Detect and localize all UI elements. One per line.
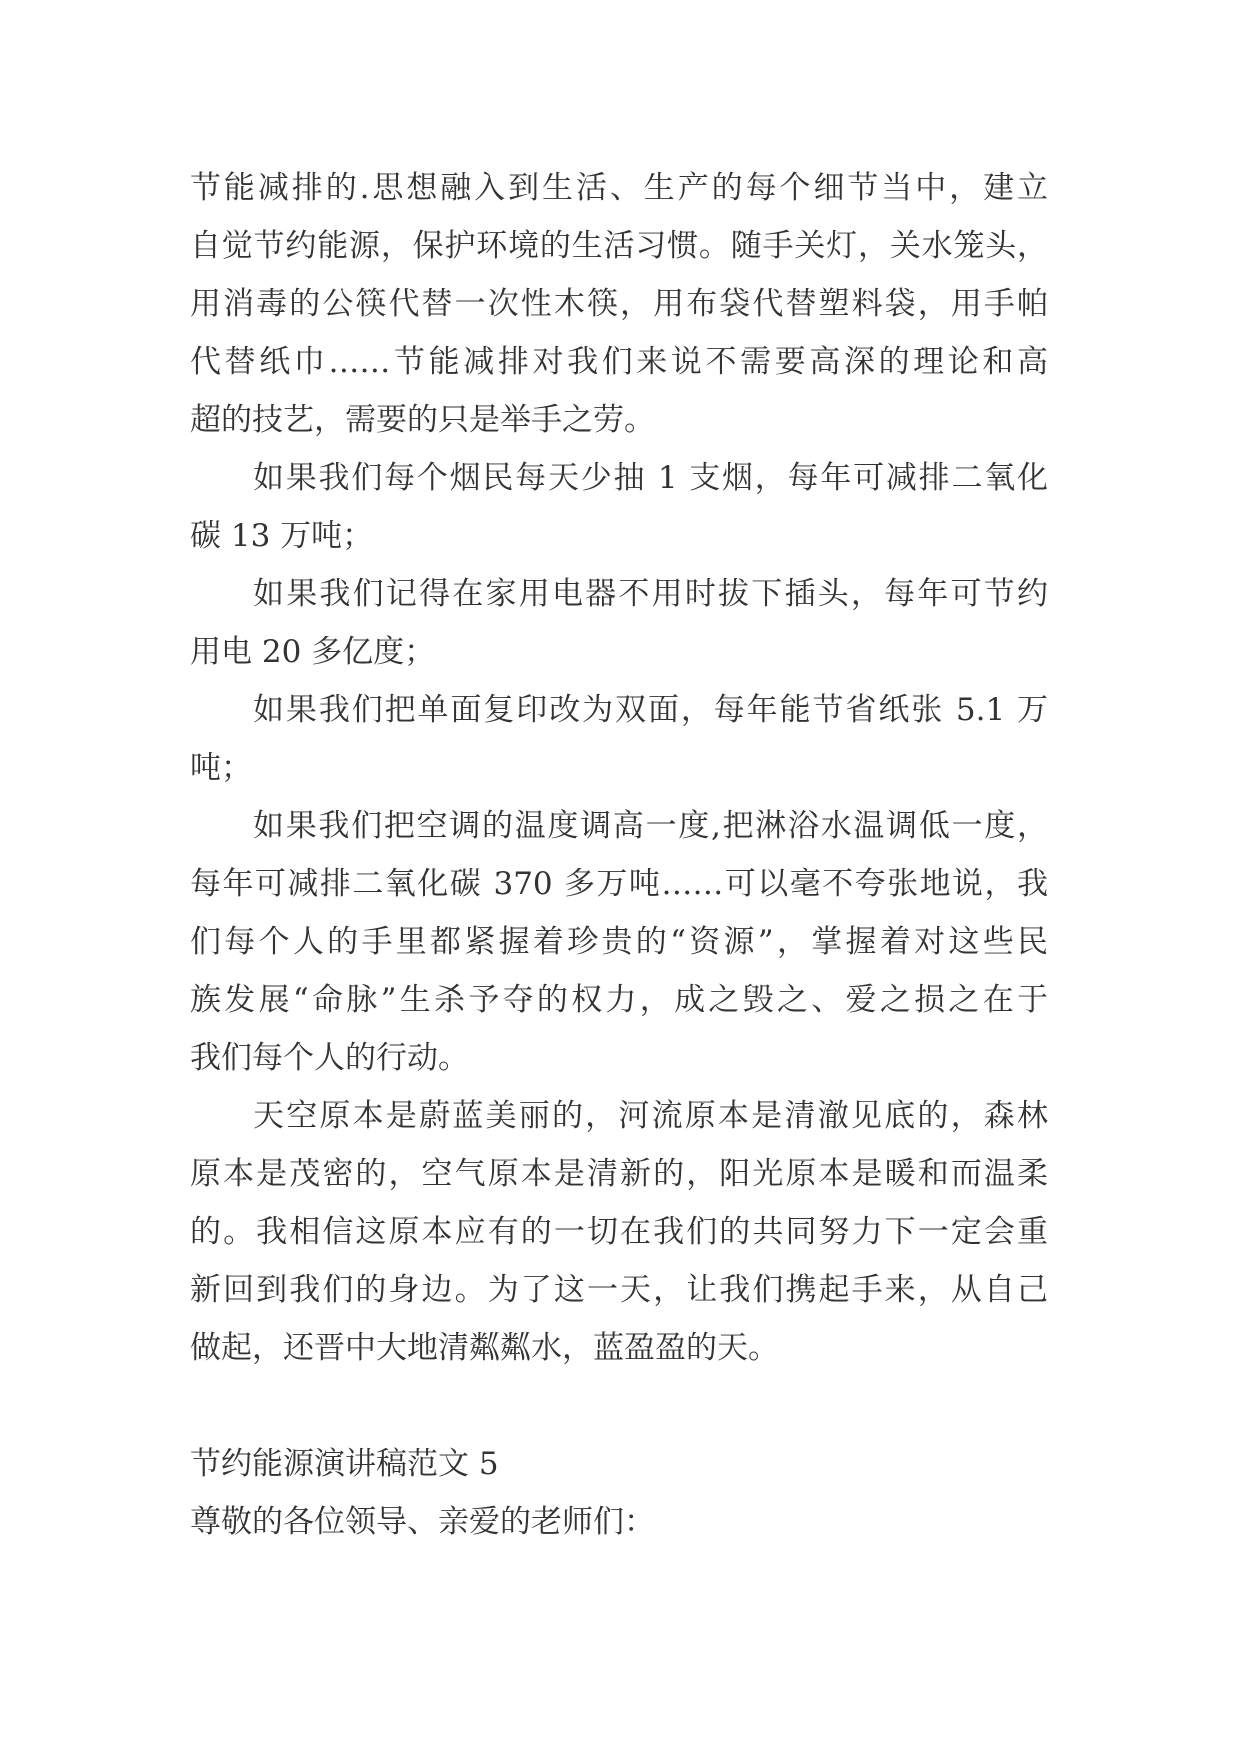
paragraph-line: 用消毒的公筷代替一次性木筷，用布袋代替塑料袋，用手帕	[190, 286, 1048, 322]
paragraph-first-line: 如果我们每个烟民每天少抽 1 支烟，每年可减排二氧化	[253, 460, 1048, 496]
paragraph-line: 节能减排的.思想融入到生活、生产的每个细节当中，建立	[190, 170, 1048, 206]
paragraph-line: 每年可减排二氧化碳 370 多万吨……可以毫不夸张地说，我	[190, 866, 1048, 902]
paragraph-line: 用电 20 多亿度；	[190, 634, 436, 670]
paragraph-line: 新回到我们的身边。为了这一天，让我们携起手来，从自己	[190, 1272, 1048, 1308]
paragraph-line: 做起，还晋中大地清粼粼水，蓝盈盈的天。	[190, 1330, 779, 1366]
paragraph-line: 自觉节约能源，保护环境的生活习惯。随手关灯，关水笼头，	[190, 228, 1048, 264]
paragraph-line: 原本是茂密的，空气原本是清新的，阳光原本是暖和而温柔	[190, 1156, 1048, 1192]
paragraph-line: 碳 13 万吨；	[190, 518, 374, 554]
paragraph-line: 我们每个人的行动。	[190, 1040, 469, 1076]
section-heading: 节约能源演讲稿范文 5	[190, 1446, 499, 1482]
paragraph-line: 们每个人的手里都紧握着珍贵的“资源”，掌握着对这些民	[190, 924, 1048, 960]
paragraph-line: 的。我相信这原本应有的一切在我们的共同努力下一定会重	[190, 1214, 1048, 1250]
paragraph-line: 族发展“命脉”生杀予夺的权力，成之毁之、爱之损之在于	[190, 982, 1048, 1018]
salutation-line: 尊敬的各位领导、亲爱的老师们：	[190, 1504, 655, 1540]
paragraph-line: 代替纸巾……节能减排对我们来说不需要高深的理论和高	[190, 344, 1048, 380]
paragraph-first-line: 如果我们把空调的温度调高一度,把淋浴水温调低一度，	[253, 808, 1048, 844]
paragraph-first-line: 如果我们把单面复印改为双面，每年能节省纸张 5.1 万	[253, 692, 1048, 728]
paragraph-first-line: 天空原本是蔚蓝美丽的，河流原本是清澈见底的，森林	[253, 1098, 1048, 1134]
paragraph-line: 超的技艺，需要的只是举手之劳。	[190, 402, 655, 438]
paragraph-line: 吨；	[190, 750, 252, 786]
paragraph-first-line: 如果我们记得在家用电器不用时拔下插头，每年可节约	[253, 576, 1048, 612]
